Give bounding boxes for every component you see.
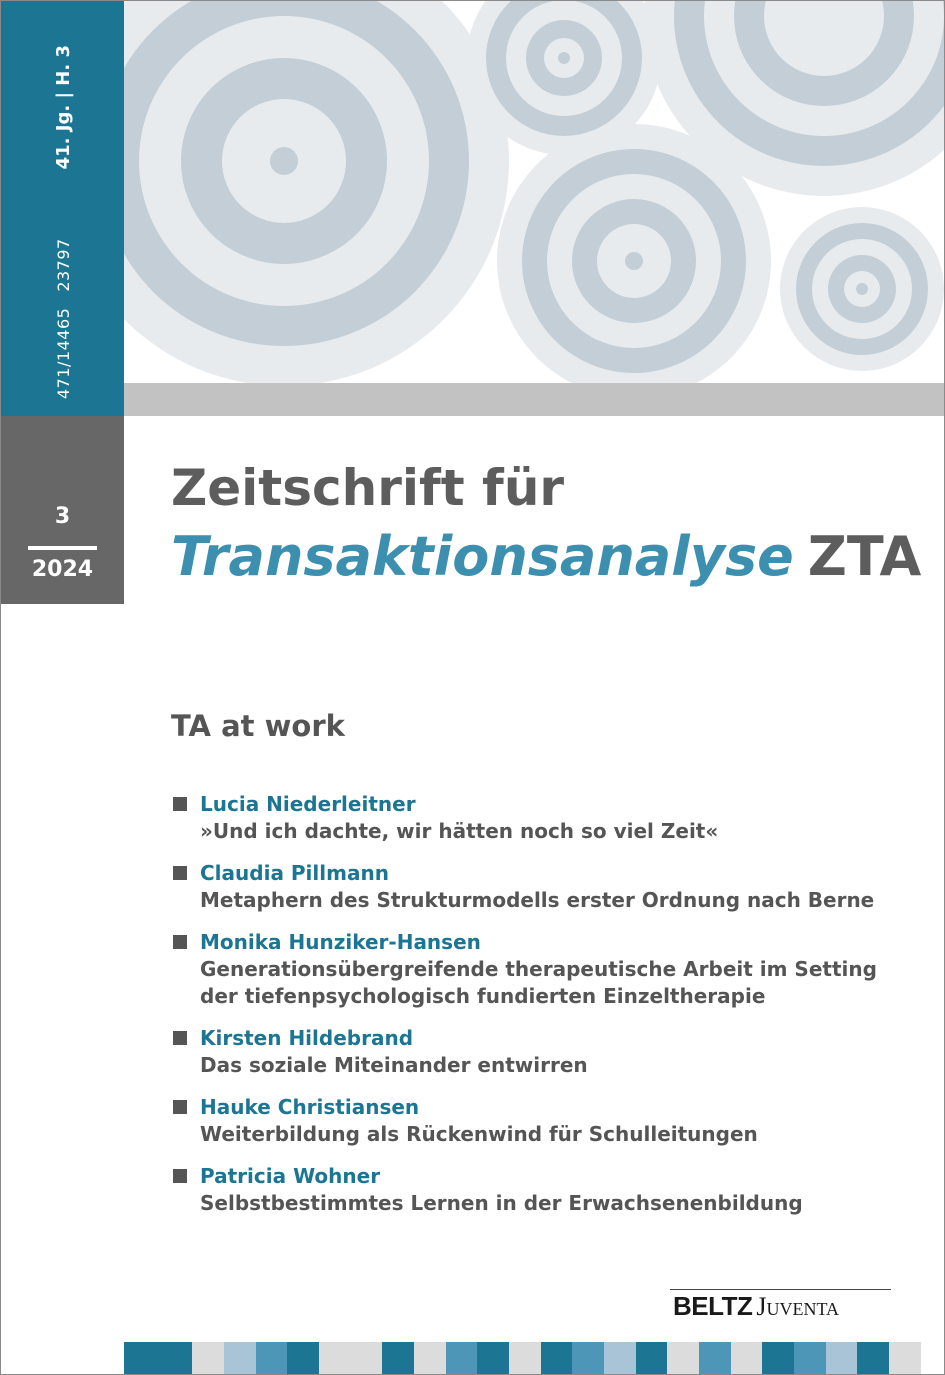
article-title: Metaphern des Strukturmodells erster Ordnung nach Berne (200, 888, 875, 912)
square-bullet-icon (173, 1031, 187, 1045)
square-bullet-icon (173, 797, 187, 811)
square-bullet-icon (173, 866, 187, 880)
article-author: Claudia Pillmann (200, 861, 389, 885)
article-title: Weiterbildung als Rückenwind für Schulleitungen (200, 1122, 758, 1146)
square-bullet-icon (173, 935, 187, 949)
issue-divider (28, 546, 97, 550)
article-item (171, 791, 911, 845)
article-author: Hauke Christiansen (200, 1095, 420, 1119)
color-stripe (124, 1342, 944, 1374)
article-title: »Und ich dachte, wir hätten noch so viel Zeit« (200, 819, 719, 843)
publisher-rule (670, 1289, 891, 1290)
spine-text (45, 39, 81, 399)
article-item (171, 1094, 911, 1148)
article-title: Das soziale Miteinander entwirren (200, 1053, 588, 1077)
square-bullet-icon (173, 1100, 187, 1114)
article-item (171, 1025, 911, 1079)
article-author: Monika Hunziker-Hansen (200, 930, 481, 954)
square-bullet-icon (173, 1169, 187, 1183)
journal-title-line1: Zeitschrift für (171, 459, 565, 517)
journal-title-main: Transaktionsanalyse (171, 525, 794, 588)
article-author: Kirsten Hildebrand (200, 1026, 414, 1050)
journal-title-line2 (171, 525, 921, 588)
article-author: Patricia Wohner (200, 1164, 381, 1188)
article-item (171, 929, 911, 1010)
divider-band (124, 383, 944, 416)
article-list (171, 791, 911, 1232)
article-item (171, 860, 911, 914)
issue-number: 3 (54, 504, 71, 529)
circles-graphic (124, 1, 944, 383)
issue-block (1, 416, 124, 604)
publisher-name-part1: BELTZ (673, 1291, 753, 1321)
spine-number: 23797 (53, 238, 73, 292)
spine-issn: 471/14465 (53, 307, 73, 399)
publisher-logo (673, 1291, 839, 1322)
article-title: Selbstbestimmtes Lernen in der Erwachsenenbildung (200, 1191, 803, 1215)
spine-panel (1, 1, 124, 416)
issue-topic: TA at work (171, 709, 345, 743)
concentric-circles-artwork (124, 1, 944, 383)
article-title: Generationsübergreifende therapeutische Arbeit im Setting der tiefenpsychologisch fundierten Einzeltherapie (200, 957, 877, 1008)
article-author: Lucia Niederleitner (200, 792, 416, 816)
journal-abbreviation: ZTA (807, 525, 922, 588)
issue-year: 2024 (31, 557, 94, 582)
spine-volume: 41. Jg. | H. 3 (52, 45, 74, 170)
article-item (171, 1163, 911, 1217)
publisher-name-part2: Juventa (756, 1292, 840, 1321)
